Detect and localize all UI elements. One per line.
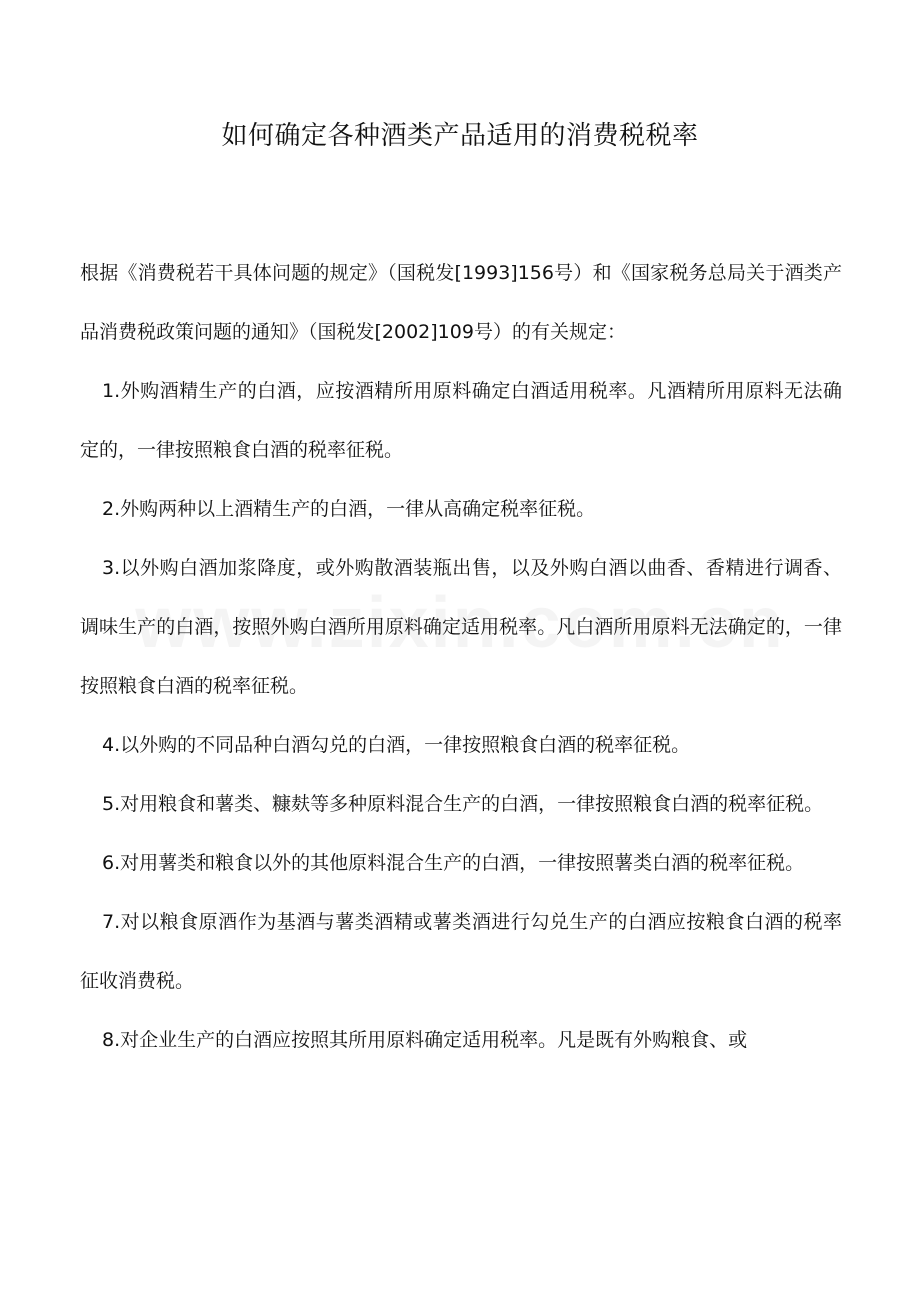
list-item-5: 5.对用粮食和薯类、糠麸等多种原料混合生产的白酒，一律按照粮食白酒的税率征税。 [102,793,824,815]
list-item-1: 1.外购酒精生产的白酒，应按酒精所用原料确定白酒适用税率。凡酒精所用原料无法确定的，一律按照粮食白酒的税率征税。 [80,380,842,461]
intro-paragraph: 根据《消费税若干具体问题的规定》（国税发[1993]156号）和《国家税务总局关于酒类产品消费税政策问题的通知》（国税发[2002]109号）的有关规定： [80,262,842,343]
list-item-8: 8.对企业生产的白酒应按照其所用原料确定适用税率。凡是既有外购粮食、或 [102,1029,748,1051]
list-item-7: 7.对以粮食原酒作为基酒与薯类酒精或薯类酒进行勾兑生产的白酒应按粮食白酒的税率征收消费税。 [80,911,842,992]
list-item-3: 3.以外购白酒加浆降度，或外购散酒装瓶出售，以及外购白酒以曲香、香精进行调香、调味生产的白酒，按照外购白酒所用原料确定适用税率。凡白酒所用原料无法确定的，一律按照粮食白酒的税率征税。 [80,557,842,697]
list-item-2: 2.外购两种以上酒精生产的白酒，一律从高确定税率征税。 [102,498,596,520]
list-item-4: 4.以外购的不同品种白酒勾兑的白酒，一律按照粮食白酒的税率征税。 [102,734,691,756]
document-body [80,244,842,1070]
document-title: 如何确定各种酒类产品适用的消费税税率 [221,121,699,151]
list-item-6: 6.对用薯类和粮食以外的其他原料混合生产的白酒，一律按照薯类白酒的税率征税。 [102,852,805,874]
